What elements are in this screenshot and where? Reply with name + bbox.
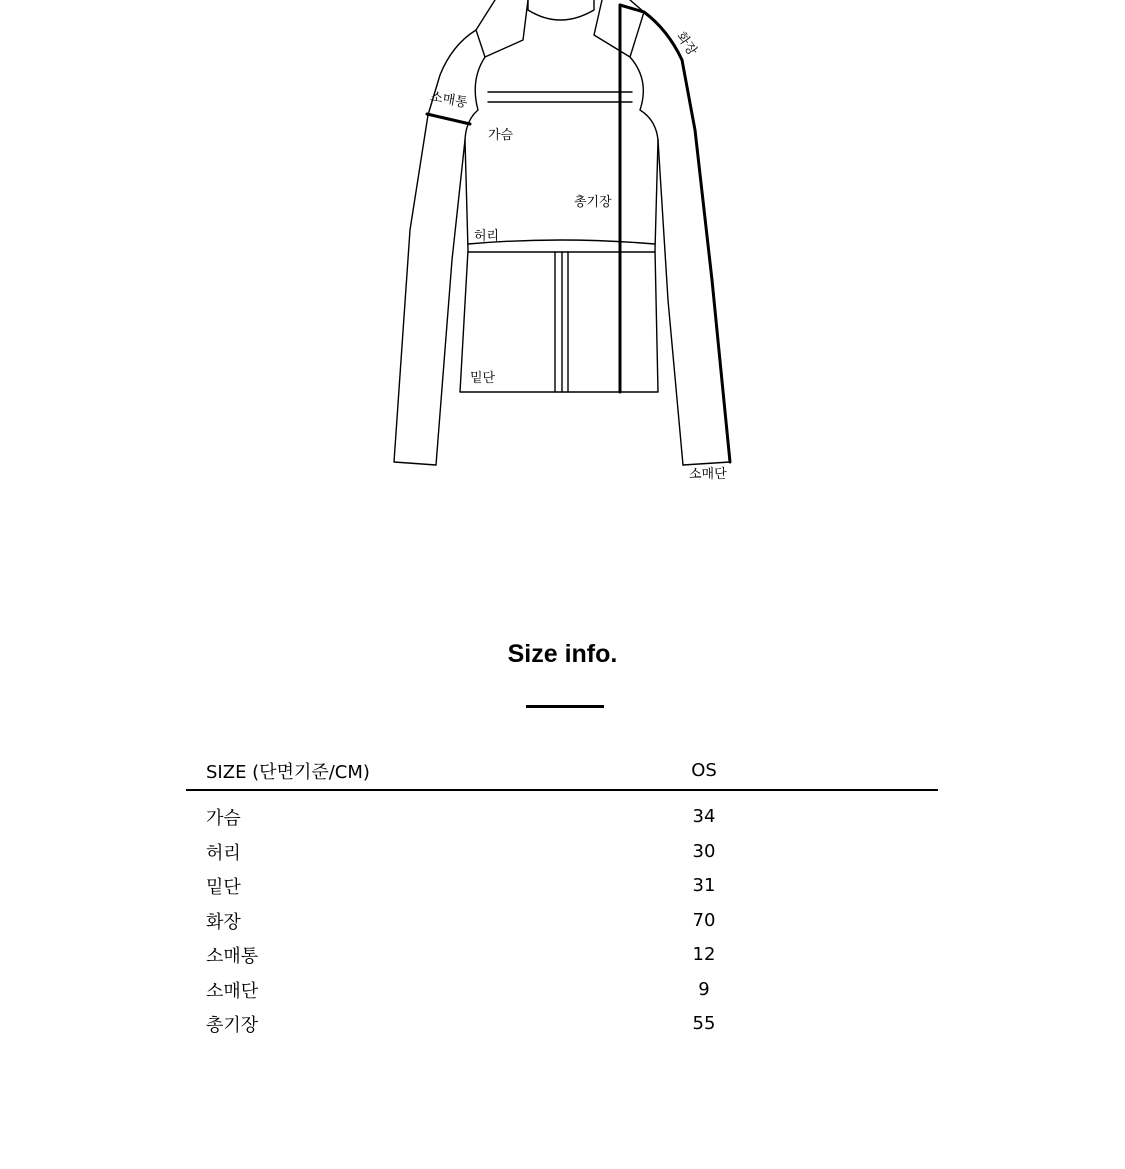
title-underline-divider [526,705,604,708]
chest-band [488,92,632,102]
row-value-chest: 34 [692,806,716,827]
size-table-body [186,791,938,1042]
row-value-sleeve-opening: 9 [698,978,710,1000]
table-row [186,835,938,870]
row-label-waist: 허리 [206,842,241,864]
row-label-total-length: 총기장 [206,1015,259,1036]
diagram-label-waist: 허리 [474,229,500,244]
table-row [186,904,938,939]
row-value-sleeve-width: 12 [692,944,716,965]
table-row [186,869,938,904]
table-row [186,938,938,973]
row-value-hem: 31 [692,875,716,896]
row-label-hem: 밑단 [206,877,241,898]
size-table-header [186,752,938,791]
front-placket [555,252,568,392]
diagram-label-sleeve-opening: 소매단 [689,467,727,482]
left-sleeve-inner [436,140,465,465]
diagram-label-chest: 가슴 [488,128,514,143]
row-value-total-length: 55 [692,1013,716,1034]
header-size-label: SIZE (단면기준/CM) [206,762,370,783]
right-armhole [630,57,658,140]
left-body-side [460,140,658,392]
diagram-label-sleeve-width: 소매통 [428,89,469,111]
left-collar [476,0,528,57]
size-info-title: Size info. [507,640,618,668]
sleeve-width-measure-line [427,114,470,124]
neck-opening [528,0,594,20]
size-table [186,752,938,1042]
table-row [186,973,938,1008]
table-row [186,1007,938,1042]
shoulder-sleeve-measure-line [620,5,730,462]
diagram-label-shoulder-sleeve: 화장 [672,29,700,59]
diagram-label-total-length: 총기장 [574,195,612,210]
row-label-shoulder-sleeve: 화장 [206,911,241,933]
jacket-measurement-diagram [0,0,1125,560]
header-size-os: OS [691,760,717,781]
table-row [186,800,938,835]
row-value-waist: 30 [692,840,716,862]
right-sleeve-inner [658,140,683,465]
diagram-label-hem: 밑단 [470,371,496,386]
row-label-chest: 가슴 [206,808,241,829]
row-value-shoulder-sleeve: 70 [692,909,716,931]
row-label-sleeve-opening: 소매단 [206,980,259,1002]
row-label-sleeve-width: 소매통 [206,946,259,967]
